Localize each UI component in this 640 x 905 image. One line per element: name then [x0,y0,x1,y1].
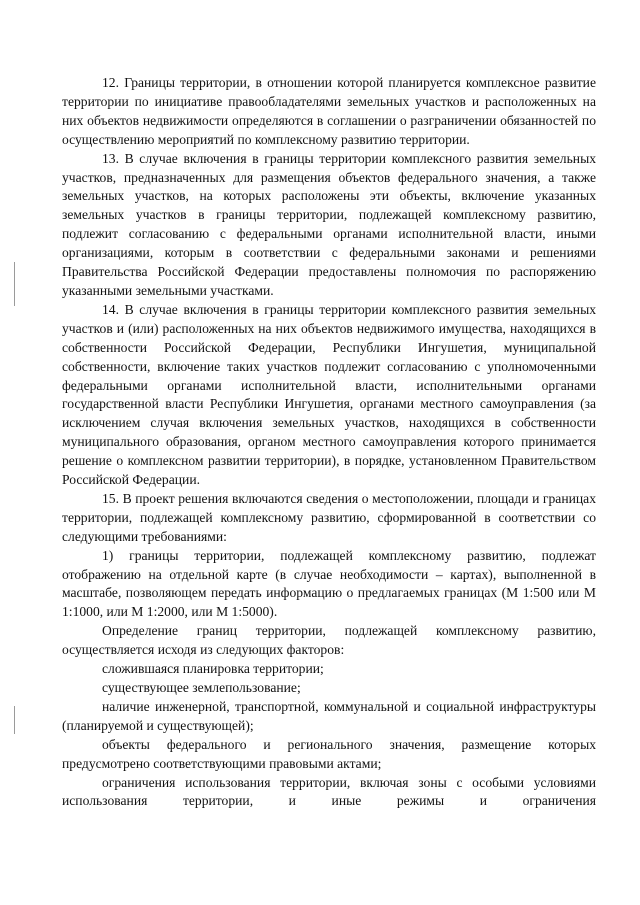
paragraph-15: 15. В проект решения включаются сведения о местоположении, площади и границах территории, подлежащей комплексному развитию, сформированной в соответствии со следующими требованиями: [62,490,596,544]
paragraph-boundary-definition: Определение границ территории, подлежащей комплексному развитию, осуществляется исходя из следующих факторов: [62,623,596,658]
paragraph-15-item-1: 1) границы территории, подлежащей комплексному развитию, подлежат отображению на отдельной карте (в случае необходимости – картах), выполненной в масштабе, позволяющем передать информацию о предлагаемых границах (М 1:500 или М 1:1000, или М 1:2000, или М 1:5000). [62,547,596,620]
scan-margin-mark [14,706,15,734]
factor-item: наличие инженерной, транспортной, коммунальной и социальной инфраструктуры (планируемой и существующей); [62,698,596,733]
factor-item: существующее землепользование; [102,680,301,695]
paragraph-13: 13. В случае включения в границы территории комплексного развития земельных участков, предназначенных для размещения объектов федерального значения, а также земельных участков, на которых расположены эти объекты, включение указанных земельных участков в границы территории, подлежащей комплексному развитию, подлежит согласованию с федеральными органами исполнительной власти, иными организациями, которым в соответствии с федеральными законами и решениями Правительства Российской Федерации предоставлены полномочия по распоряжению указанными земельными участками. [62,150,596,298]
scan-margin-mark [14,262,15,306]
factor-item: объекты федерального и регионального значения, размещение которых предусмотрено соответствующими правовыми актами; [62,736,596,771]
paragraph-12: 12. Границы территории, в отношении которой планируется комплексное развитие территории по инициативе правообладателями земельных участков и расположенных на них объектов недвижимости определяются в соглашении о разграничении обязанностей по осуществлению мероприятий по комплексному развитию территории. [62,75,596,147]
factor-item: сложившаяся планировка территории; [102,661,324,677]
factor-item: ограничения использования территории, включая зоны с особыми условиями использования территории, и иные режимы и ограничения [62,774,596,809]
paragraph-14: 14. В случае включения в границы территории комплексного развития земельных участков и (или) расположенных на них объектов недвижимого имущества, находящихся в собственности Российской Федерации, Республики Ингушетия, муниципальной собственности, включение таких участков подлежит согласованию с уполномоченными федеральными органами исполнительной власти, исполнительными органами государственной власти Республики Ингушетия, органами местного самоуправления (за исключением случая включения земельных участков, находящихся в собственности муниципального образования, органом местного самоуправления которого принимается решение о комплексном развитии территории), в порядке, установленном Правительством Российской Федерации. [62,301,596,488]
